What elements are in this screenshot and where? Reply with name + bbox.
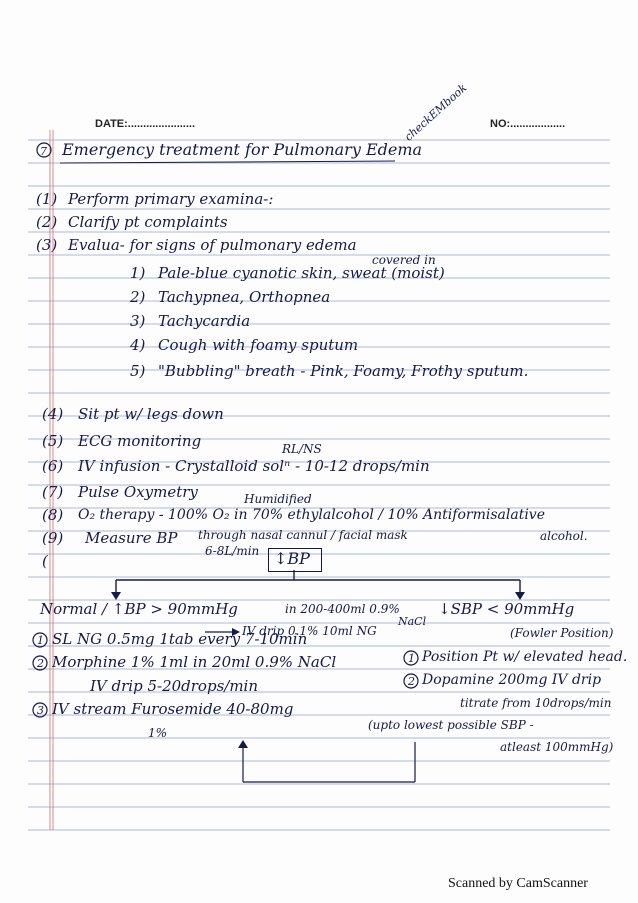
iv-drip-note: IV drip 0.1% 10ml NG	[242, 624, 377, 638]
left-item-3b-text: 1%	[148, 726, 168, 740]
step-3-text: Evalua- for signs of pulmonary edema	[68, 236, 357, 254]
step-8-text: O₂ therapy - 100% O₂ in 70% ethylalcohol / 10% Antiformisalative	[78, 507, 545, 523]
left-branch-heading: Normal / ↑BP > 90mmHg	[40, 600, 238, 618]
left-item-3-number: 3	[37, 704, 44, 717]
step-6-text: IV infusion - Crystalloid solⁿ - 10-12 drops/min	[78, 457, 430, 475]
sign-5-text: "Bubbling" breath - Pink, Foamy, Frothy sputum.	[158, 362, 529, 380]
camscanner-footer: Scanned by CamScanner	[448, 876, 588, 891]
date-label: DATE:......................	[95, 118, 196, 130]
step-9-text: Measure BP	[85, 529, 178, 547]
left-item-2b-text: IV drip 5-20drops/min	[90, 677, 259, 695]
step-1-number: (1)	[36, 190, 58, 208]
step-4-number: (4)	[42, 405, 64, 423]
right-item-2c-text: (upto lowest possible SBP -	[368, 718, 534, 732]
middle-text: in 200-400ml 0.9%	[285, 602, 400, 616]
sign-2-number: 2)	[130, 288, 146, 306]
left-item-3-text: IV stream Furosemide 40-80mg	[52, 700, 294, 718]
number-label: NO:..................	[490, 118, 566, 130]
step-8-number: (8)	[42, 506, 64, 524]
left-item-2-text: Morphine 1% 1ml in 20ml 0.9% NaCl	[52, 653, 337, 671]
rl-ns-note: RL/NS	[282, 442, 322, 456]
right-branch-heading: ↓SBP < 90mmHg	[438, 600, 575, 618]
step-6-number: (6)	[42, 457, 64, 475]
step-3-number: (3)	[36, 236, 58, 254]
sbp-box-label: ↕BP	[274, 549, 310, 568]
step-5-text: ECG monitoring	[78, 432, 202, 450]
sign-3-text: Tachycardia	[158, 312, 251, 330]
sign-5-number: 5)	[130, 362, 146, 380]
right-item-1-text: Position Pt w/ elevated head.	[422, 649, 628, 665]
right-item-2-text: Dopamine 200mg IV drip	[422, 672, 602, 688]
step-7-text: Pulse Oxymetry	[78, 483, 198, 501]
right-item-1-number: 1	[408, 652, 415, 665]
right-item-2-number: 2	[408, 675, 415, 688]
fowler-note: (Fowler Position)	[510, 626, 614, 640]
title-number: 7	[40, 145, 47, 158]
right-item-2b-text: titrate from 10drops/min	[460, 696, 612, 710]
step-1-text: Perform primary examina-:	[68, 190, 274, 208]
humidified-note: Humidified	[244, 492, 312, 506]
step-10-number: (	[42, 552, 48, 570]
step-4-text: Sit pt w/ legs down	[78, 405, 224, 423]
step-2-number: (2)	[36, 213, 58, 231]
left-item-2-number: 2	[37, 657, 44, 670]
sign-2-text: Tachypnea, Orthopnea	[158, 288, 331, 306]
through-note: through nasal cannul / facial mask	[198, 528, 408, 542]
step-7-number: (7)	[42, 483, 64, 501]
rate-note: 6-8L/min	[205, 544, 260, 558]
right-item-2d-text: atleast 100mmHg)	[500, 740, 614, 754]
step-9-number: (9)	[42, 529, 64, 547]
sign-4-number: 4)	[130, 336, 146, 354]
nacl-note: NaCl	[398, 615, 427, 628]
checkembook-stamp: checkEMbook	[402, 81, 470, 144]
sign-1-number: 1)	[130, 264, 146, 282]
sign-4-text: Cough with foamy sputum	[158, 336, 359, 354]
sign-1-text: Pale-blue cyanotic skin, sweat (moist)	[158, 264, 445, 282]
left-item-1-number: 1	[37, 634, 44, 647]
sign-3-number: 3)	[130, 312, 146, 330]
page-title: Emergency treatment for Pulmonary Edema	[62, 140, 423, 159]
step-2-text: Clarify pt complaints	[68, 213, 228, 231]
covered-note: covered in	[372, 253, 436, 267]
left-item-1-text: SL NG 0.5mg 1tab every 7-10min	[52, 630, 308, 648]
step-5-number: (5)	[42, 432, 64, 450]
alcohol-note: alcohol.	[540, 529, 588, 543]
